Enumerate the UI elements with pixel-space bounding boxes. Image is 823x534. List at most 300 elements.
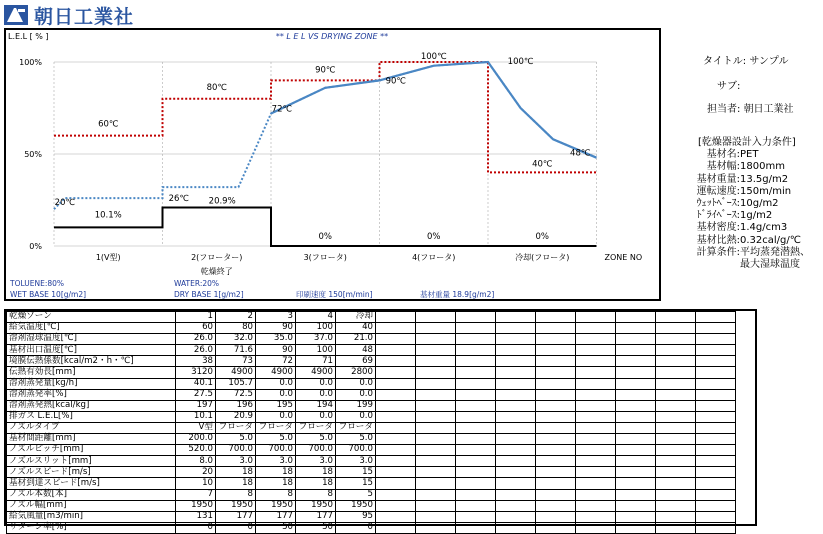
table-cell: 32.0 (216, 334, 256, 345)
empty-cell (376, 445, 416, 456)
empty-cell (656, 478, 696, 489)
table-cell: 60 (176, 323, 216, 334)
empty-cell (376, 411, 416, 422)
empty-cell (376, 489, 416, 500)
empty-cell (616, 367, 656, 378)
empty-cell (576, 422, 616, 433)
dryer-conditions (678, 137, 810, 271)
empty-cell (656, 522, 696, 533)
empty-cell (656, 445, 696, 456)
condition-value: PET (740, 149, 759, 161)
temp-label: 80℃ (206, 82, 227, 93)
empty-cell (656, 489, 696, 500)
row-label: ノズル幅[mm] (7, 500, 176, 511)
y-tick-label: 50% (24, 150, 42, 159)
empty-cell (456, 489, 496, 500)
table-cell: 35.0 (256, 334, 296, 345)
empty-cell (576, 478, 616, 489)
empty-cell (536, 456, 576, 467)
condition-label: ﾄﾞﾗｲﾍﾞｰｽ: (696, 210, 740, 222)
table-cell: 1950 (256, 500, 296, 511)
empty-cell (496, 334, 536, 345)
empty-cell (576, 334, 616, 345)
empty-cell (696, 522, 736, 533)
table-cell: 0.0 (256, 378, 296, 389)
empty-cell (696, 378, 736, 389)
title-value: サンプル (749, 56, 789, 67)
empty-cell (696, 489, 736, 500)
empty-cell (616, 422, 656, 433)
temp-label: 20℃ (54, 198, 76, 209)
condition-label: 基材比熱: (696, 234, 740, 246)
table-cell: 50 (256, 522, 296, 533)
zone-label: 4(フロータ) (412, 253, 456, 262)
empty-cell (576, 400, 616, 411)
substrate-temp-curve (271, 62, 597, 158)
condition-value: 13.5g/m2 (740, 173, 789, 185)
empty-cell (576, 389, 616, 400)
footer-wet-base: WET BASE 10[g/m2] (10, 290, 87, 299)
table-cell: 0 (336, 522, 376, 533)
row-label: 給気温度[℃] (7, 323, 176, 334)
empty-cell (536, 522, 576, 533)
empty-cell (376, 478, 416, 489)
table-row (7, 367, 736, 378)
table-cell: 194 (296, 400, 336, 411)
person-value: 朝日工業社 (743, 104, 794, 115)
footer-toluene: TOLUENE:80% (10, 279, 65, 288)
sub-label: サブ: (717, 81, 741, 92)
empty-cell (696, 422, 736, 433)
condition-label: 基材重量: (696, 173, 740, 185)
empty-cell (616, 478, 656, 489)
row-label: ノズルピッチ[mm] (7, 445, 176, 456)
condition-row (678, 247, 810, 259)
table-cell: 8.0 (176, 456, 216, 467)
empty-cell (376, 312, 416, 323)
table-cell: 18 (216, 467, 256, 478)
empty-cell (456, 378, 496, 389)
empty-cell (496, 400, 536, 411)
empty-cell (696, 434, 736, 445)
table-cell: 0.0 (296, 378, 336, 389)
row-label: 基材出口温度[℃] (7, 345, 176, 356)
empty-cell (456, 522, 496, 533)
empty-cell (536, 334, 576, 345)
table-cell: 0.0 (296, 389, 336, 400)
table-row (7, 422, 736, 433)
table-row (7, 500, 736, 511)
condition-label: 基材名: (706, 149, 740, 161)
empty-cell (616, 312, 656, 323)
condition-label: 基材密度: (696, 222, 740, 234)
table-cell: 3.0 (296, 456, 336, 467)
condition-row (678, 210, 810, 222)
empty-cell (416, 500, 456, 511)
table-cell: 0.0 (336, 378, 376, 389)
table-cell: 3 (256, 312, 296, 323)
table-cell: 27.5 (176, 389, 216, 400)
table-row (7, 411, 736, 422)
empty-cell (376, 378, 416, 389)
table-row (7, 467, 736, 478)
empty-cell (536, 312, 576, 323)
empty-cell (616, 356, 656, 367)
table-cell: V型 (176, 422, 216, 433)
table-cell: 3.0 (336, 456, 376, 467)
table-cell: 72 (256, 356, 296, 367)
empty-cell (416, 312, 456, 323)
empty-cell (696, 334, 736, 345)
table-cell: 200.0 (176, 434, 216, 445)
table-cell: フロータ (256, 422, 296, 433)
empty-cell (576, 345, 616, 356)
table-cell: フロータ (296, 422, 336, 433)
table-row (7, 478, 736, 489)
empty-cell (616, 334, 656, 345)
footer-water: WATER:20% (174, 279, 220, 288)
condition-value: 150m/min (740, 185, 792, 197)
empty-cell (456, 356, 496, 367)
empty-cell (456, 422, 496, 433)
empty-cell (576, 445, 616, 456)
empty-cell (496, 511, 536, 522)
empty-cell (496, 434, 536, 445)
footer-speed: 印刷速度 150[m/min] (296, 290, 373, 299)
empty-cell (496, 389, 536, 400)
table-cell: 7 (176, 489, 216, 500)
row-label: 溶剤蒸発熱[kcal/kg] (7, 400, 176, 411)
lel-label: 20.9% (208, 196, 236, 207)
table-cell: 4900 (216, 367, 256, 378)
empty-cell (696, 500, 736, 511)
table-cell: 8 (216, 489, 256, 500)
table-cell: 15 (336, 478, 376, 489)
lel-chart-panel (4, 28, 661, 301)
empty-cell (376, 422, 416, 433)
empty-cell (656, 323, 696, 334)
row-label: 溶剤湿球温度[℃] (7, 334, 176, 345)
empty-cell (456, 312, 496, 323)
table-cell: 4 (296, 312, 336, 323)
table-cell: 0.0 (296, 411, 336, 422)
lel-label: 0% (535, 232, 549, 242)
lel-label: 0% (427, 232, 441, 242)
empty-cell (496, 422, 536, 433)
condition-row (678, 174, 810, 186)
table-row (7, 456, 736, 467)
table-cell: 26.0 (176, 345, 216, 356)
empty-cell (616, 511, 656, 522)
zone-label: 1(V型) (95, 253, 121, 262)
table-cell: 38 (176, 356, 216, 367)
empty-cell (496, 367, 536, 378)
empty-cell (696, 456, 736, 467)
condition-label: 計算条件: (696, 246, 740, 258)
empty-cell (456, 445, 496, 456)
condition-label (678, 259, 740, 271)
table-cell: 18 (296, 478, 336, 489)
empty-cell (536, 445, 576, 456)
row-label: 境膜伝熱係数[kcal/m2・h・℃] (7, 356, 176, 367)
table-cell: 5 (336, 489, 376, 500)
empty-cell (376, 400, 416, 411)
empty-cell (536, 356, 576, 367)
empty-cell (376, 323, 416, 334)
condition-value: 1800mm (740, 161, 785, 173)
empty-cell (416, 367, 456, 378)
empty-cell (696, 323, 736, 334)
zone-note: 乾燥終了 (200, 267, 233, 276)
table-cell: 18 (216, 478, 256, 489)
person-label: 担当者: (707, 104, 741, 115)
condition-value: 最大湿球温度 (740, 259, 800, 271)
footer-weight: 基材重量 18.9[g/m2] (420, 290, 495, 299)
company-name: 朝日工業社 (34, 5, 135, 28)
lel-chart (6, 30, 659, 299)
temp-label: 48℃ (570, 148, 591, 159)
table-cell: 40 (336, 323, 376, 334)
empty-cell (656, 367, 696, 378)
row-label: ノズル本数[本] (7, 489, 176, 500)
empty-cell (616, 467, 656, 478)
table-cell: 520.0 (176, 445, 216, 456)
table-cell: 0.0 (336, 411, 376, 422)
empty-cell (456, 323, 496, 334)
empty-cell (496, 345, 536, 356)
empty-cell (456, 511, 496, 522)
empty-cell (416, 356, 456, 367)
row-label: 乾燥ゾーン (7, 312, 176, 323)
empty-cell (656, 400, 696, 411)
empty-cell (456, 400, 496, 411)
table-cell: 5.0 (336, 434, 376, 445)
empty-cell (536, 467, 576, 478)
empty-cell (576, 500, 616, 511)
empty-cell (496, 411, 536, 422)
empty-cell (416, 323, 456, 334)
table-cell: 10 (176, 478, 216, 489)
row-label: リターン率[%] (7, 522, 176, 533)
empty-cell (496, 445, 536, 456)
table-row (7, 312, 736, 323)
row-label: 基材到達スピード[m/s] (7, 478, 176, 489)
condition-row (678, 222, 810, 234)
company-logo-icon (4, 5, 28, 25)
table-cell: 5.0 (296, 434, 336, 445)
table-cell: 80 (216, 323, 256, 334)
empty-cell (536, 422, 576, 433)
empty-cell (376, 500, 416, 511)
table-cell: フロータ (216, 422, 256, 433)
table-cell: 700.0 (296, 445, 336, 456)
zone-label: 2(フローター) (191, 253, 243, 262)
zone-label: 3(フロータ) (303, 253, 347, 262)
row-label: 溶剤蒸発量[kg/h] (7, 378, 176, 389)
empty-cell (696, 411, 736, 422)
empty-cell (616, 400, 656, 411)
table-cell: 50 (296, 522, 336, 533)
table-cell: フロータ (336, 422, 376, 433)
empty-cell (456, 411, 496, 422)
table-cell: 37.0 (296, 334, 336, 345)
empty-cell (416, 467, 456, 478)
table-cell: 1950 (336, 500, 376, 511)
empty-cell (376, 389, 416, 400)
y-tick-label: 0% (29, 242, 42, 251)
empty-cell (616, 500, 656, 511)
empty-cell (696, 478, 736, 489)
condition-value: 平均蒸発潜熱、 (740, 246, 810, 258)
empty-cell (576, 489, 616, 500)
empty-cell (416, 400, 456, 411)
lel-label: 10.1% (94, 210, 122, 221)
empty-cell (416, 411, 456, 422)
empty-cell (416, 389, 456, 400)
table-cell: 18 (256, 478, 296, 489)
y-tick-label: 100% (19, 58, 42, 67)
empty-cell (456, 456, 496, 467)
table-cell: 21.0 (336, 334, 376, 345)
empty-cell (416, 345, 456, 356)
empty-cell (496, 489, 536, 500)
company-logo (4, 4, 134, 26)
empty-cell (696, 345, 736, 356)
table-row (7, 445, 736, 456)
empty-cell (536, 378, 576, 389)
chart-title: ** L E L VS DRYING ZONE ** (275, 32, 389, 41)
table-cell: 3.0 (216, 456, 256, 467)
table-row (7, 345, 736, 356)
row-label: ノズルタイプ (7, 422, 176, 433)
table-cell: 18 (296, 467, 336, 478)
empty-cell (536, 434, 576, 445)
table-cell: 5.0 (216, 434, 256, 445)
empty-cell (696, 467, 736, 478)
table-cell: 199 (336, 400, 376, 411)
temp-label: 90℃ (385, 76, 406, 87)
empty-cell (656, 312, 696, 323)
table-cell: 4900 (296, 367, 336, 378)
empty-cell (616, 522, 656, 533)
empty-cell (416, 522, 456, 533)
empty-cell (536, 500, 576, 511)
empty-cell (456, 345, 496, 356)
empty-cell (656, 422, 696, 433)
table-cell: 700.0 (256, 445, 296, 456)
empty-cell (416, 434, 456, 445)
table-cell: 196 (216, 400, 256, 411)
row-label: 基材間距離[mm] (7, 434, 176, 445)
empty-cell (536, 389, 576, 400)
empty-cell (696, 511, 736, 522)
empty-cell (416, 456, 456, 467)
table-cell: 100 (296, 323, 336, 334)
empty-cell (376, 456, 416, 467)
x-axis-label: ZONE NO (604, 253, 643, 262)
empty-cell (496, 456, 536, 467)
zone-table-panel (4, 309, 757, 533)
condition-value: 0.32cal/g/℃ (740, 234, 801, 246)
empty-cell (576, 312, 616, 323)
empty-cell (536, 345, 576, 356)
empty-cell (576, 356, 616, 367)
empty-cell (376, 434, 416, 445)
empty-cell (536, 400, 576, 411)
empty-cell (456, 478, 496, 489)
empty-cell (496, 522, 536, 533)
condition-row (678, 161, 810, 173)
zone-table (6, 311, 736, 534)
empty-cell (416, 478, 456, 489)
table-cell: 0.0 (256, 411, 296, 422)
empty-cell (416, 489, 456, 500)
table-row (7, 389, 736, 400)
table-row (7, 522, 736, 533)
empty-cell (576, 467, 616, 478)
table-cell: 95 (336, 511, 376, 522)
table-cell: 700.0 (216, 445, 256, 456)
empty-cell (456, 367, 496, 378)
row-label: ノズルスリット[mm] (7, 456, 176, 467)
empty-cell (376, 345, 416, 356)
table-cell: 40.1 (176, 378, 216, 389)
table-cell: 1950 (296, 500, 336, 511)
table-cell: 0.0 (256, 389, 296, 400)
empty-cell (696, 312, 736, 323)
table-row (7, 434, 736, 445)
empty-cell (656, 356, 696, 367)
empty-cell (696, 356, 736, 367)
empty-cell (456, 389, 496, 400)
temp-label: 26℃ (168, 194, 189, 205)
table-cell: 0 (216, 522, 256, 533)
empty-cell (656, 500, 696, 511)
empty-cell (376, 367, 416, 378)
table-cell: 48 (336, 345, 376, 356)
empty-cell (536, 489, 576, 500)
condition-label: ｳｪｯﾄﾍﾞｰｽ: (696, 198, 740, 210)
empty-cell (376, 467, 416, 478)
empty-cell (416, 422, 456, 433)
empty-cell (656, 511, 696, 522)
table-cell: 4900 (256, 367, 296, 378)
table-cell: 90 (256, 323, 296, 334)
empty-cell (376, 522, 416, 533)
table-row (7, 356, 736, 367)
empty-cell (576, 511, 616, 522)
condition-row (678, 259, 810, 271)
condition-label: 基材幅: (706, 161, 740, 173)
table-cell: 1 (176, 312, 216, 323)
empty-cell (616, 345, 656, 356)
empty-cell (616, 434, 656, 445)
table-cell: 71.6 (216, 345, 256, 356)
row-label: 排ガス L.E.L[%] (7, 411, 176, 422)
table-row (7, 511, 736, 522)
table-row (7, 378, 736, 389)
table-row (7, 323, 736, 334)
empty-cell (496, 500, 536, 511)
table-row (7, 334, 736, 345)
title-field (703, 52, 788, 67)
table-row (7, 489, 736, 500)
empty-cell (656, 456, 696, 467)
empty-cell (576, 367, 616, 378)
empty-cell (496, 323, 536, 334)
empty-cell (496, 378, 536, 389)
empty-cell (576, 456, 616, 467)
